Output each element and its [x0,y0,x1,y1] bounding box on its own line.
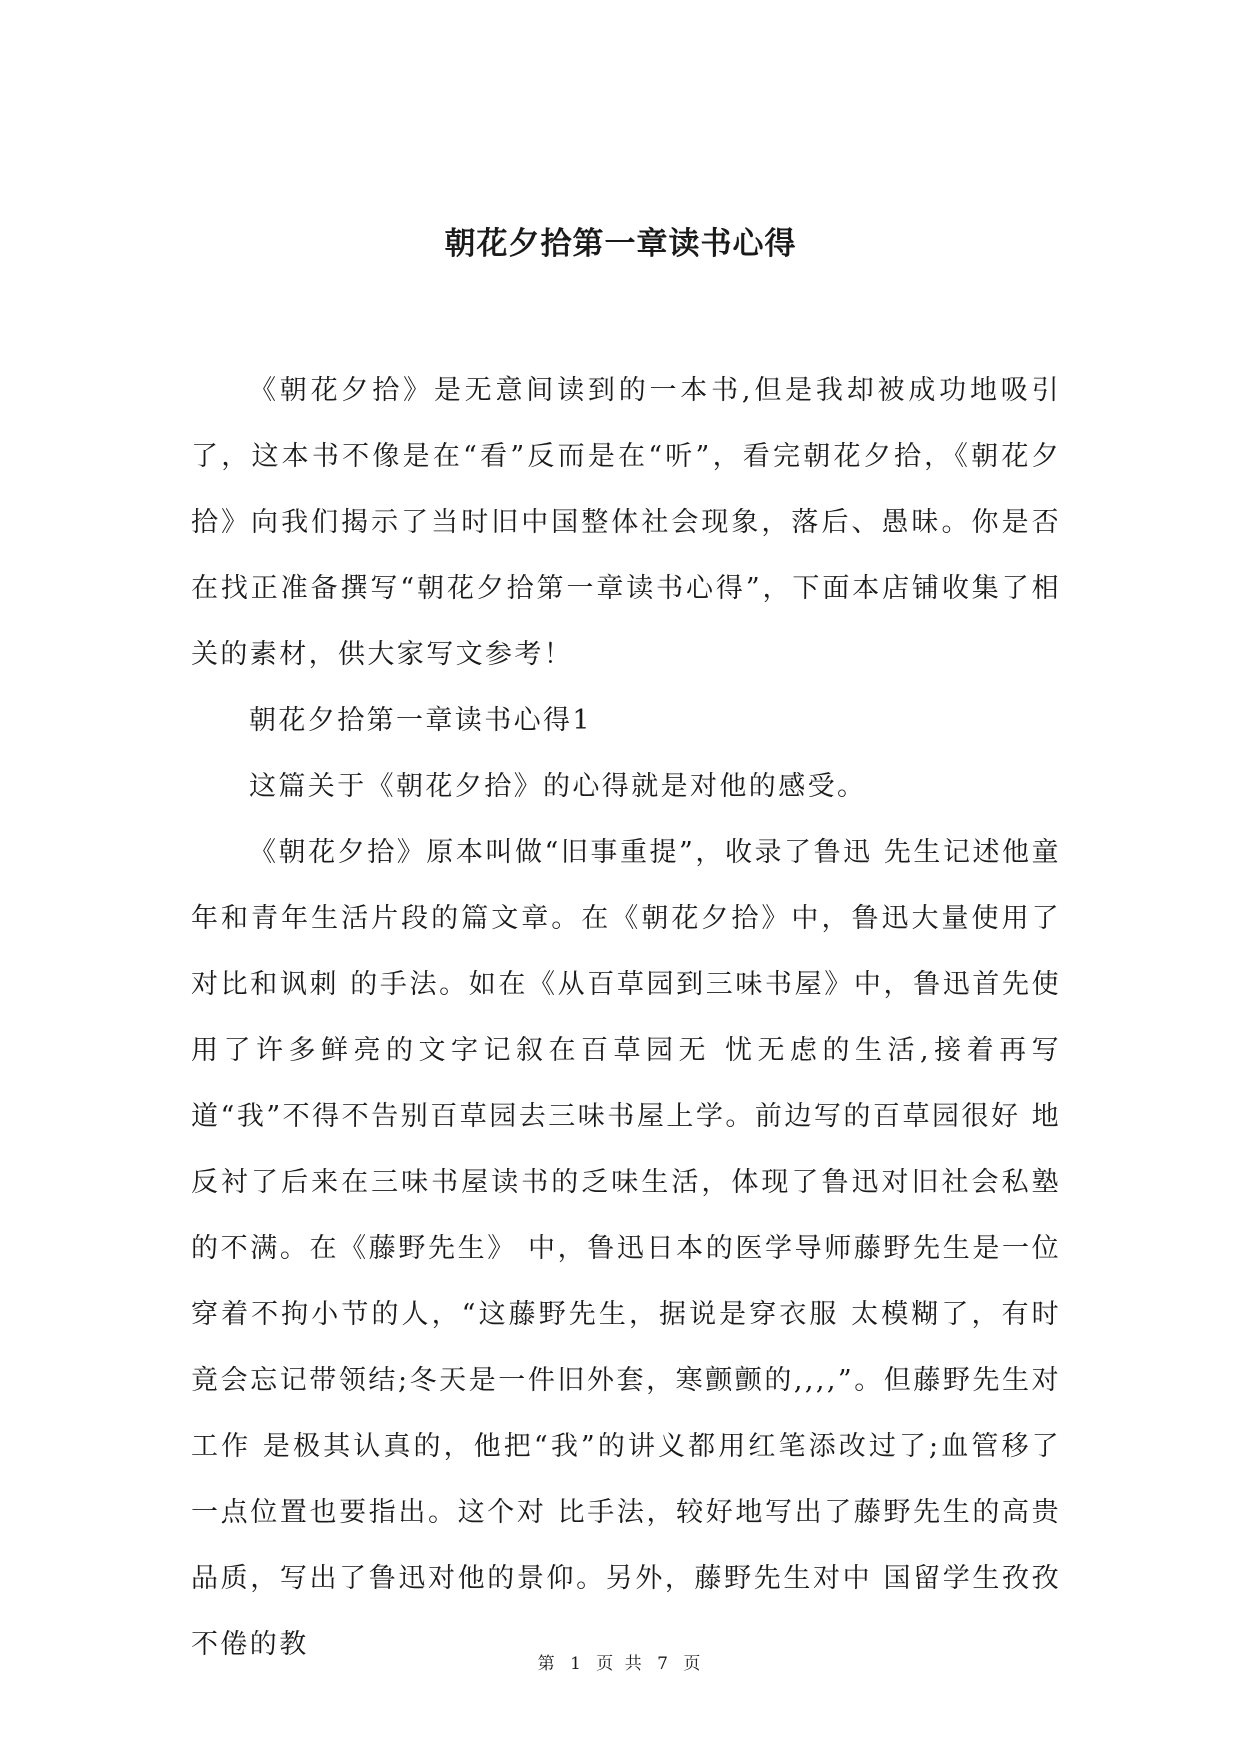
page-footer [0,1652,1241,1676]
section-intro-paragraph: 这篇关于《朝花夕拾》的心得就是对他的感受。 [249,771,867,802]
page-number: 1 [570,1654,584,1674]
section-heading: 朝花夕拾第一章读书心得1 [249,705,592,736]
document-title: 朝花夕拾第一章读书心得 [444,226,797,262]
page-label-suffix: 页 [683,1654,704,1674]
page-label-prefix: 第 [537,1654,558,1674]
intro-paragraph: 《朝花夕拾》是无意间读到的一本书,但是我却被成功地吸引了，这本书不像是在“看”反而是在“听”，看完朝花夕拾，《朝花夕拾》向我们揭示了当时旧中国整体社会现象，落后、愚昧。你是否在找正准备撰写“朝花夕拾第一章读书心得”，下面本店铺收集了相关的素材，供大家写文参考！ [191,375,1061,670]
body-paragraph: 《朝花夕拾》原本叫做“旧事重提”，收录了鲁迅 先生记述他童年和青年生活片段的篇文章。在《朝花夕拾》中，鲁迅大量使用了对比和讽刺 的手法。如在《从百草园到三味书屋》中，鲁迅首先使用了许多鲜亮的文字记叙在百草园无 忧无虑的生活,接着再写道“我”不得不告别百草园去三味书屋上学。前边写的百草园很好 地反衬了后来在三味书屋读书的乏味生活，体现了鲁迅对旧社会私塾的不满。在《藤野先生》 中，鲁迅日本的医学导师藤野先生是一位穿着不拘小节的人，“这藤野先生，据说是穿衣服 太模糊了，有时竟会忘记带领结;冬天是一件旧外套，寒颤颤的,,,,”。但藤野先生对工作 是极其认真的，他把“我”的讲义都用红笔添改过了;血管移了一点位置也要指出。这个对 比手法，较好地写出了藤野先生的高贵品质，写出了鲁迅对他的景仰。另外，藤野先生对中 国留学生孜孜不倦的教 [191,837,1061,1660]
page-label-mid: 页 共 [596,1654,645,1674]
document-body [191,358,1061,1678]
total-pages: 7 [657,1654,671,1674]
